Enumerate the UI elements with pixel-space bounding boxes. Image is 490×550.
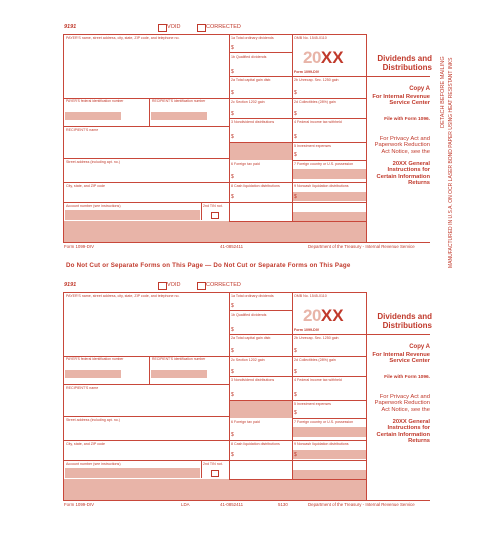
tin-not-checkbox[interactable]: [211, 470, 219, 477]
rule-line: [292, 34, 293, 242]
rule-line: [63, 384, 229, 385]
payer-tin-label: PAYER'S federal identification number: [66, 357, 124, 361]
rule-line: [149, 356, 150, 384]
form-copy-a-bottom: [63, 282, 432, 512]
recipient-tin-label: RECIPIENT'S identification number: [152, 357, 206, 361]
omb-number: OMB No. 1545-0110: [294, 294, 327, 298]
form-name: Form 1099-DIV: [294, 70, 320, 74]
rule-line: [292, 418, 366, 419]
box-6-dollar: $: [231, 432, 234, 438]
rule-line: [229, 182, 366, 183]
recipient-tin-label: RECIPIENT'S identification number: [152, 99, 206, 103]
box-2b-dollar: $: [294, 348, 297, 354]
city-label: City, state, and ZIP code: [66, 442, 106, 446]
box-2b-label: 2b Unrecap. Sec. 1250 gain: [294, 78, 339, 82]
footer-dept: Department of the Treasury - Internal Revenue Service: [308, 502, 415, 507]
box-2b-label: 2b Unrecap. Sec. 1250 gain: [294, 336, 339, 340]
void-label: VOID: [167, 24, 181, 30]
tax-year: [303, 48, 344, 68]
account-shade: [65, 210, 200, 220]
rule-line: [229, 118, 366, 119]
rule-line: [229, 479, 366, 480]
box-2a-label: 2a Total capital gain distr.: [231, 78, 272, 82]
copy-label: Copy A: [409, 86, 430, 92]
box3-shade: [230, 400, 292, 418]
rule-line: [63, 500, 430, 501]
rule-line: [292, 292, 293, 500]
box-7-label: 7 Foreign country or U.S. possession: [294, 420, 354, 424]
rule-line: [63, 440, 229, 441]
form-title: Dividends and Distributions: [377, 312, 432, 330]
box5-shade: [293, 169, 366, 179]
side-text-detach: DETACH BEFORE MAILING: [440, 56, 446, 128]
year-prefix: 20: [303, 48, 321, 67]
corrected-checkbox[interactable]: [197, 282, 206, 290]
box-5-label: 5 Investment expenses: [294, 402, 331, 406]
box-2d-label: 2d Collectibles (28%) gain: [294, 358, 336, 362]
box-3-dollar: $: [231, 392, 234, 398]
box-4-label: 4 Federal income tax withheld: [294, 120, 342, 124]
box-9-dollar: $: [294, 452, 297, 458]
rule-line: [63, 182, 229, 183]
void-checkbox[interactable]: [158, 24, 167, 32]
rule-line: [229, 76, 366, 77]
recipient-tin-shade: [151, 370, 207, 378]
copy-for: For Internal Revenue Service Center: [372, 352, 430, 365]
box-8-dollar: $: [231, 194, 234, 200]
rule-line: [63, 292, 366, 293]
box-1a-dollar: $: [231, 303, 234, 309]
rule-line: [229, 460, 366, 461]
bottom-shade: [64, 479, 366, 500]
rule-line: [229, 334, 366, 335]
rule-line: [229, 356, 366, 357]
box-4-label: 4 Federal income tax withheld: [294, 378, 342, 382]
box7-shade: [293, 192, 366, 201]
rule-line: [229, 142, 366, 143]
account-label: Account number (see instructions): [66, 204, 121, 208]
rule-line: [63, 34, 366, 35]
form-title: Dividends and Distributions: [377, 54, 432, 72]
copy-for: For Internal Revenue Service Center: [372, 94, 430, 107]
box-1a-label: 1a Total ordinary dividends: [231, 294, 274, 298]
box-2a-dollar: $: [231, 348, 234, 354]
box-8-label: 8 Cash liquidation distributions: [231, 442, 280, 446]
void-checkbox[interactable]: [158, 282, 167, 290]
box-9-label: 9 Noncash liquidation distributions: [294, 442, 349, 446]
payer-tin-shade: [65, 112, 121, 120]
void-label: VOID: [167, 282, 181, 288]
rule-line: [63, 460, 229, 461]
rule-line: [229, 400, 366, 401]
payer-tin-shade: [65, 370, 121, 378]
file-with: File with Form 1096.: [384, 117, 430, 122]
footer-cat: 41-0852411: [220, 244, 244, 249]
street-label: Street address (including apt. no.): [66, 160, 120, 164]
footer-form: Form 1099-DIV: [64, 244, 95, 249]
rule-line: [149, 98, 150, 126]
rule-line: [229, 98, 366, 99]
box-2d-dollar: $: [294, 369, 297, 375]
rule-line: [366, 76, 430, 77]
year-suffix: XX: [320, 48, 344, 67]
rule-line: [63, 416, 229, 417]
rule-line: [229, 310, 292, 311]
footer-lda: LDA: [181, 502, 190, 507]
box-2d-label: 2d Collectibles (28%) gain: [294, 100, 336, 104]
form-copy-a-top: [63, 24, 432, 254]
bottom-shade: [64, 221, 366, 242]
box-1b-label: 1b Qualified dividends: [231, 313, 267, 317]
cut-notice: Do Not Cut or Separate Forms on This Page — Do Not Cut or Separate Forms on This Page: [66, 262, 351, 269]
rule-line: [201, 460, 202, 478]
box5-shade: [293, 427, 366, 437]
copy-label: Copy A: [409, 344, 430, 350]
footer-form: Form 1099-DIV: [64, 502, 95, 507]
box-3-label: 3 Nondividend distributions: [231, 378, 275, 382]
box-1a-label: 1a Total ordinary dividends: [231, 36, 274, 40]
rule-line: [229, 440, 366, 441]
rule-line: [366, 34, 367, 242]
box-6-label: 6 Foreign tax paid: [231, 420, 260, 424]
year-suffix: XX: [320, 306, 344, 325]
box-4-dollar: $: [294, 392, 297, 398]
rule-line: [63, 158, 229, 159]
rule-line: [63, 126, 229, 127]
box-3-dollar: $: [231, 134, 234, 140]
payer-tin-label: PAYER'S federal identification number: [66, 99, 124, 103]
recipient-name-label: RECIPIENT'S name: [66, 386, 99, 390]
box-2b-dollar: $: [294, 90, 297, 96]
box7-shade: [293, 450, 366, 459]
box-8-dollar: $: [231, 452, 234, 458]
corrected-checkbox[interactable]: [197, 24, 206, 32]
box9-shade: [293, 470, 366, 479]
privacy-notice: For Privacy Act and Paperwork Reduction Act Notice, see the: [374, 394, 430, 413]
rule-line: [229, 34, 230, 242]
form-code: 9191: [64, 24, 77, 30]
footer-code: 5130: [278, 502, 288, 507]
street-label: Street address (including apt. no.): [66, 418, 120, 422]
box-8-label: 8 Cash liquidation distributions: [231, 184, 280, 188]
rule-line: [63, 34, 64, 242]
side-text-manufactured: MANUFACTURED IN U.S.A. ON OCR LASER BOND PAPER USING HEAT RESISTANT INKS: [448, 57, 454, 268]
box-6-label: 6 Foreign tax paid: [231, 162, 260, 166]
box-1b-label: 1b Qualified dividends: [231, 55, 267, 59]
box-2a-label: 2a Total capital gain distr.: [231, 336, 272, 340]
box-7-label: 7 Foreign country or U.S. possession: [294, 162, 354, 166]
general-instructions: 20XX General Instructions for Certain Information Returns: [376, 161, 430, 187]
omb-number: OMB No. 1545-0110: [294, 36, 327, 40]
box-1a-dollar: $: [231, 45, 234, 51]
box-5-dollar: $: [294, 410, 297, 416]
recipient-name-label: RECIPIENT'S name: [66, 128, 99, 132]
box-5-dollar: $: [294, 152, 297, 158]
privacy-notice: For Privacy Act and Paperwork Reduction Act Notice, see the: [374, 136, 430, 155]
box-2a-dollar: $: [231, 90, 234, 96]
box3-shade: [230, 142, 292, 160]
box-5-label: 5 Investment expenses: [294, 144, 331, 148]
corrected-label: CORRECTED: [206, 282, 241, 288]
payer-label: PAYER'S name, street address, city, state, ZIP code, and telephone no.: [66, 294, 180, 298]
tin-not-label: 2nd TIN not.: [203, 462, 223, 466]
box-2c-dollar: $: [231, 111, 234, 117]
box9-shade: [293, 212, 366, 221]
rule-line: [366, 334, 430, 335]
rule-line: [229, 376, 366, 377]
rule-line: [229, 202, 366, 203]
box-2d-dollar: $: [294, 111, 297, 117]
year-prefix: 20: [303, 306, 321, 325]
city-label: City, state, and ZIP code: [66, 184, 106, 188]
general-instructions: 20XX General Instructions for Certain Information Returns: [376, 419, 430, 445]
footer-dept: Department of the Treasury - Internal Revenue Service: [308, 244, 415, 249]
form-name: Form 1099-DIV: [294, 328, 320, 332]
account-label: Account number (see instructions): [66, 462, 121, 466]
tax-year: [303, 306, 344, 326]
box-6-dollar: $: [231, 174, 234, 180]
box-3-label: 3 Nondividend distributions: [231, 120, 275, 124]
tin-not-checkbox[interactable]: [211, 212, 219, 219]
box-4-dollar: $: [294, 134, 297, 140]
box-1b-dollar: $: [231, 327, 234, 333]
rule-line: [63, 202, 229, 203]
corrected-label: CORRECTED: [206, 24, 241, 30]
box-9-label: 9 Noncash liquidation distributions: [294, 184, 349, 188]
rule-line: [229, 52, 292, 53]
rule-line: [229, 221, 366, 222]
tin-not-label: 2nd TIN not.: [203, 204, 223, 208]
payer-label: PAYER'S name, street address, city, state, ZIP code, and telephone no.: [66, 36, 180, 40]
box-2c-dollar: $: [231, 369, 234, 375]
rule-line: [292, 160, 366, 161]
footer-cat: 41-0852411: [220, 502, 244, 507]
box-2c-label: 2c Section 1202 gain: [231, 100, 265, 104]
recipient-tin-shade: [151, 112, 207, 120]
form-code: 9191: [64, 282, 77, 288]
box-9-dollar: $: [294, 194, 297, 200]
file-with: File with Form 1096.: [384, 375, 430, 380]
box-1b-dollar: $: [231, 69, 234, 75]
account-shade: [65, 468, 200, 478]
rule-line: [366, 292, 367, 500]
rule-line: [63, 292, 64, 500]
box-2c-label: 2c Section 1202 gain: [231, 358, 265, 362]
rule-line: [63, 242, 430, 243]
rule-line: [229, 292, 230, 500]
rule-line: [201, 202, 202, 220]
